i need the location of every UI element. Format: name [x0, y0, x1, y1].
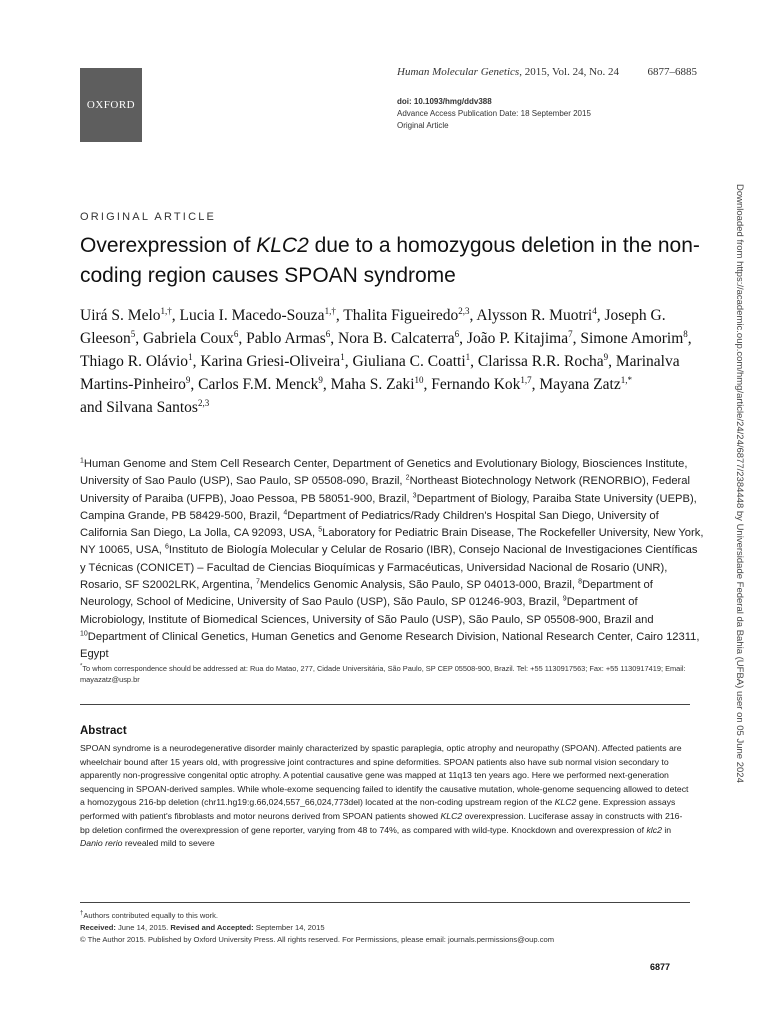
- author: Lucia I. Macedo-Souza$^{1,\dagger}$,: [179, 305, 344, 324]
- author: Fernando Kok$^{1,7}$,: [431, 374, 540, 393]
- author: Joseph G. Gleeson$^5$,: [80, 307, 666, 347]
- article-meta: [397, 96, 697, 132]
- affiliations: [80, 456, 705, 664]
- advance-access-date: Advance Access Publication Date: 18 September 2015: [397, 109, 591, 118]
- affiliation: $^9$Department of Microbiology, Institute of Biomedical Sciences, University of São Paulo (USP), São Paulo, SP 05508-900, Brazil and: [80, 595, 654, 626]
- dates-note: Received: June 14, 2015. Revised and Accepted: September 14, 2015: [80, 923, 325, 932]
- author: Alysson R. Muotri$^4$,: [476, 305, 605, 324]
- title-gene: KLC2: [256, 234, 309, 257]
- footnotes: [80, 910, 700, 946]
- affiliation: $^1$Human Genome and Stem Cell Research Center, Department of Genetics and Evolutionary Biology, Biosciences Institute, University of Sao Paulo (USP), Sao Paulo, SP 05508-090, Brazil,: [80, 457, 688, 488]
- author: Clarissa R.R. Rocha$^9$,: [477, 351, 616, 370]
- author: João P. Kitajima$^7$,: [466, 328, 581, 347]
- author: Pablo Armas$^6$,: [246, 328, 339, 347]
- affiliation: $^{10}$Department of Clinical Genetics, Human Genetics and Genome Research Division, National Research Center, Cairo 12311, Egypt: [80, 630, 700, 661]
- author-list: [80, 304, 705, 419]
- oxford-logo: [80, 68, 142, 142]
- affiliation: $^5$Laboratory for Pediatric Brain Disease, The Rockefeller University, New York, NY 10065, USA,: [80, 526, 704, 557]
- author: Uirá S. Melo$^{1,\dagger}$,: [80, 305, 180, 324]
- article-type: Original Article: [397, 121, 449, 130]
- author: Karina Griesi-Oliveira$^1$,: [200, 351, 353, 370]
- copyright-note: © The Author 2015. Published by Oxford University Press. All rights reserved. For Permissions, please email: journals.permissions@oup.com: [80, 935, 555, 944]
- affiliation: $^7$Mendelics Genomic Analysis, São Paulo, SP 04013-000, Brazil,: [256, 578, 579, 592]
- page-number: 6877: [650, 962, 671, 972]
- author: Mayana Zatz$^{1,*}$: [539, 374, 632, 393]
- journal-name: Human Molecular Genetics: [397, 66, 520, 78]
- affiliation: $^3$Department of Biology, Paraiba State University (UEPB), Campina Grande, PB 58429-500, Brazil,: [80, 491, 697, 522]
- divider-footnotes: [80, 902, 690, 903]
- abstract-heading: Abstract: [80, 725, 127, 737]
- affiliation: $^2$Northeast Biotechnology Network (RENORBIO), Federal University of Paraiba (UFPB), Joao Pessoa, PB 58051-900, Brazil,: [80, 474, 690, 505]
- equal-contribution-note: †Authors contributed equally to this work.: [80, 910, 218, 920]
- divider-top: [80, 704, 690, 705]
- title-part-2: due to a homozygous deletion in the non-coding region causes SPOAN syndrome: [80, 234, 700, 287]
- author: Thiago R. Olávio$^1$,: [80, 351, 201, 370]
- author: Simone Amorim$^8$,: [580, 328, 692, 347]
- author: Giuliana C. Coatti$^1$,: [352, 351, 478, 370]
- correspondence-note: *To whom correspondence should be addressed at: Rua do Matao, 277, Cidade Universitária, São Paulo, SP CEP 05508-900, Brazil. Tel: +55 1130917563; Fax: +55 1130917419; Email: mayazatz@usp.br: [80, 663, 686, 684]
- author: Nora B. Calcaterra$^6$,: [338, 328, 467, 347]
- doi-link[interactable]: doi: 10.1093/hmg/ddv388: [397, 97, 492, 106]
- author: Maha S. Zaki$^{10}$,: [330, 374, 432, 393]
- journal-pages: 6877–6885: [647, 66, 697, 78]
- author: Thalita Figueiredo$^{2,3}$,: [343, 305, 477, 324]
- affiliation: $^6$Instituto de Biología Molecular y Celular de Rosario (IBR), Consejo Nacional de Investigaciones Científicas y Técnicas (CONICET) – Facultad de Ciencias Bioquímicas y Farmacéuticas, Universidad Nacional de Rosario (UNR), Rosario, SF S2002LRK, Argentina,: [80, 543, 698, 592]
- abstract-body: SPOAN syndrome is a neurodegenerative disorder mainly characterized by spastic paraplegia, optic atrophy and neuropathy (SPOAN). Affected patients are wheelchair bound after 15 years old, with progressive joint contractures and spine deformities. SPOAN patients also have sub normal vision secondary to apparently non-progressive congenital optic atrophy. A potential causative gene was mapped at 11q13 ten years ago. Here we performed next-generation sequencing in SPOAN-derived samples. While whole-exome sequencing failed to identify the causative mutation, whole-genome sequencing allowed to detect a homozygous 216-bp deletion (chr11.hg19:g.66,024,557_66,024,773del) located at the non-coding upstream region of the KLC2 gene. Expression assays performed with patient's fibroblasts and motor neurons derived from SPOAN patients showed KLC2 overexpression. Luciferase assay in constructs with 216-bp deletion confirmed the overexpression of gene reporter, varying from 48 to 74%, as compared with wild-type. Knockdown and overexpression of klc2 in Danio rerio revealed mild to severe: [80, 743, 689, 849]
- author: and Silvana Santos$^{2,3}$: [80, 397, 210, 416]
- author: Gabriela Coux$^6$,: [143, 328, 247, 347]
- affiliation: $^8$Department of Neurology, School of Medicine, University of Sao Paulo (USP), São Paulo, SP 01246-903, Brazil,: [80, 578, 653, 609]
- journal-citation: [397, 66, 697, 78]
- author: Marinalva Martins-Pinheiro$^9$,: [80, 353, 680, 393]
- affiliation: $^4$Department of Pediatrics/Rady Children's Hospital San Diego, University of California San Diego, La Jolla, CA 92093, USA,: [80, 509, 659, 540]
- download-watermark: Downloaded from https://academic.oup.com/hmg/article/24/24/6877/2384448 by Universidade Federal da Bahia (UFBA) user on 05 June 2024: [734, 184, 745, 783]
- title-part-1: Overexpression of: [80, 234, 257, 257]
- section-label: ORIGINAL ARTICLE: [80, 211, 217, 223]
- author: Carlos F.M. Menck$^9$,: [198, 374, 331, 393]
- journal-issue: , 2015, Vol. 24, No. 24: [519, 66, 620, 78]
- paper-title: [80, 231, 700, 291]
- logo-label: OXFORD: [86, 99, 136, 111]
